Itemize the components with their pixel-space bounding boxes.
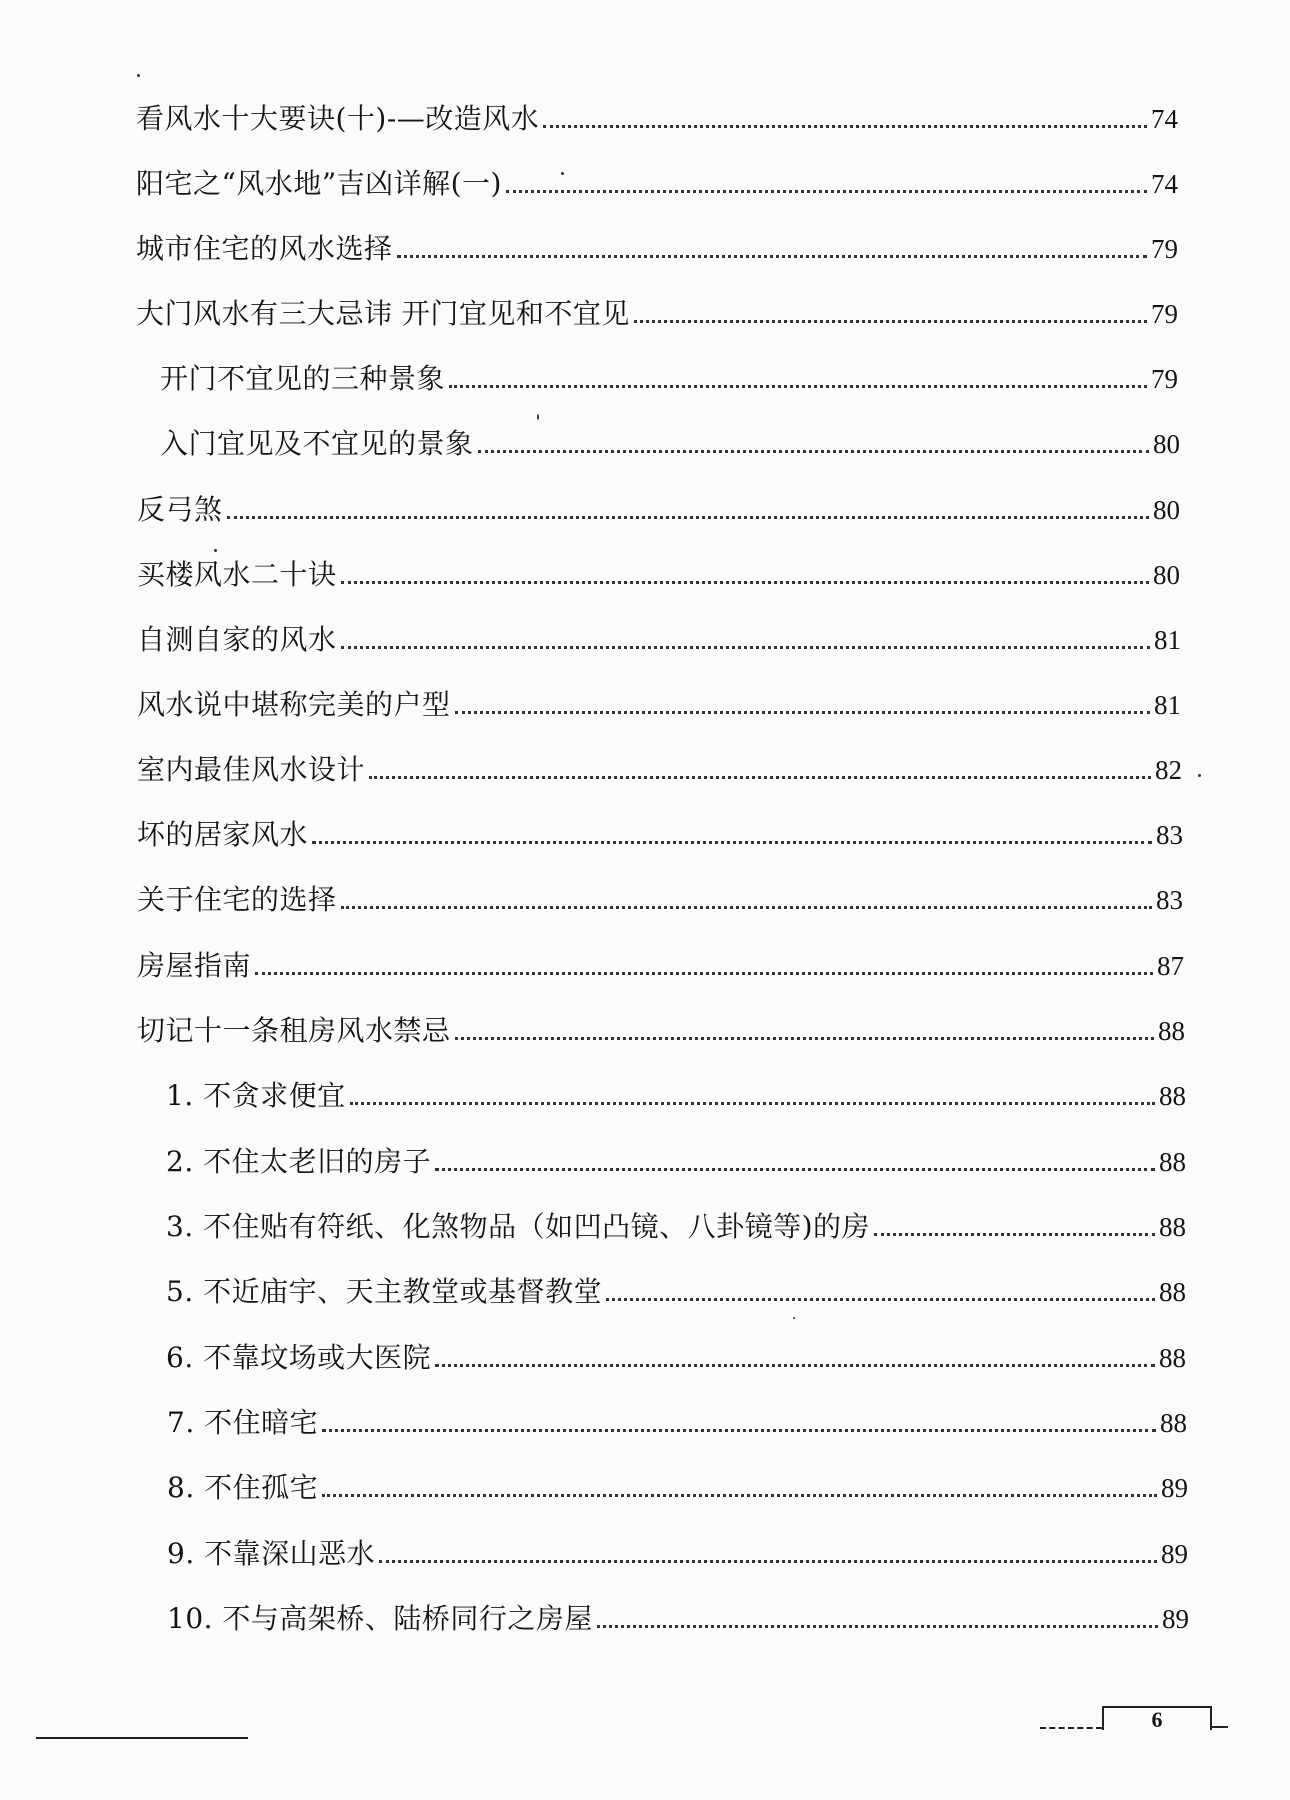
toc-entry-title: 8. 不住孤宅 bbox=[167, 1471, 319, 1504]
toc-entry-page: 89 bbox=[1161, 1539, 1188, 1569]
toc-entry bbox=[166, 1205, 1186, 1249]
toc-leader-dots bbox=[606, 1298, 1155, 1301]
toc-leader-dots bbox=[341, 646, 1150, 649]
toc-leader-dots bbox=[597, 1625, 1158, 1628]
toc-entry bbox=[137, 683, 1181, 727]
toc-entry-title: 风水说中堪称完美的户型 bbox=[137, 688, 451, 721]
toc-entry-title: 5. 不近庙宇、天主教堂或基督教堂 bbox=[166, 1275, 603, 1308]
toc-entry bbox=[166, 1336, 1186, 1380]
toc-entry-page: 89 bbox=[1162, 1604, 1189, 1634]
footer-rule bbox=[36, 1737, 248, 1739]
toc-entry bbox=[137, 618, 1181, 662]
toc-entry-title: 反弓煞 bbox=[137, 493, 223, 526]
page-number-box-foot bbox=[1210, 1726, 1228, 1728]
toc-leader-dots bbox=[322, 1494, 1157, 1497]
toc-entry-page: 88 bbox=[1160, 1408, 1187, 1438]
toc-leader-dots bbox=[543, 125, 1147, 128]
scan-speck bbox=[537, 414, 539, 420]
footer-page-leader bbox=[1040, 1727, 1102, 1729]
toc-entry-title: 大门风水有三大忌讳 开门宜见和不宜见 bbox=[136, 297, 630, 330]
toc-leader-dots bbox=[455, 1037, 1154, 1040]
toc-entry-page: 74 bbox=[1151, 104, 1178, 134]
toc-entry-title: 城市住宅的风水选择 bbox=[136, 232, 393, 265]
toc-entry-title: 6. 不靠坟场或大医院 bbox=[166, 1341, 432, 1374]
toc-entry bbox=[136, 97, 1178, 141]
toc-leader-dots bbox=[435, 1364, 1155, 1367]
toc-leader-dots bbox=[435, 1168, 1155, 1171]
toc-entry-page: 88 bbox=[1159, 1147, 1186, 1177]
toc-entry-title: 室内最佳风水设计 bbox=[137, 753, 366, 786]
toc-entry-title: 7. 不住暗宅 bbox=[167, 1406, 319, 1439]
toc-leader-dots bbox=[634, 320, 1147, 323]
toc-leader-dots bbox=[350, 1102, 1155, 1105]
toc-entry-page: 88 bbox=[1159, 1212, 1186, 1242]
toc-entry bbox=[137, 1009, 1185, 1053]
toc-entry-title: 阳宅之“风水地”吉凶详解(一) bbox=[136, 167, 502, 200]
toc-entry-page: 79 bbox=[1151, 299, 1178, 329]
toc-entry-title: 10. 不与高架桥、陆桥同行之房屋 bbox=[167, 1602, 593, 1635]
toc-entry-title: 9. 不靠深山恶水 bbox=[167, 1537, 376, 1570]
toc-entry-title: 自测自家的风水 bbox=[137, 623, 337, 656]
scan-speck bbox=[1198, 774, 1201, 777]
toc-entry bbox=[160, 422, 1180, 466]
toc-entry bbox=[166, 1074, 1186, 1118]
toc-entry-page: 80 bbox=[1153, 429, 1180, 459]
toc-entry bbox=[167, 1597, 1189, 1641]
toc-entry-page: 83 bbox=[1156, 885, 1183, 915]
toc-entry-page: 89 bbox=[1161, 1473, 1188, 1503]
toc-leader-dots bbox=[322, 1429, 1156, 1432]
scan-speck bbox=[561, 172, 564, 175]
toc-leader-dots bbox=[255, 972, 1153, 975]
toc-leader-dots bbox=[478, 450, 1149, 453]
toc-entry-title: 开门不宜见的三种景象 bbox=[160, 362, 446, 395]
toc-entry-page: 88 bbox=[1159, 1081, 1186, 1111]
toc-entry bbox=[136, 292, 1178, 336]
toc-entry-page: 79 bbox=[1151, 364, 1178, 394]
toc-entry-title: 3. 不住贴有符纸、化煞物品（如凹凸镜、八卦镜等)的房 bbox=[166, 1210, 871, 1243]
toc-entry bbox=[166, 1140, 1186, 1184]
scan-speck bbox=[793, 1317, 795, 1319]
toc-entry-page: 81 bbox=[1154, 690, 1181, 720]
toc-entry bbox=[137, 553, 1180, 597]
toc-entry bbox=[167, 1401, 1187, 1445]
toc-leader-dots bbox=[341, 581, 1149, 584]
toc-leader-dots bbox=[506, 190, 1147, 193]
toc-leader-dots bbox=[312, 841, 1152, 844]
toc-entry-page: 82 bbox=[1155, 755, 1182, 785]
toc-entry-page: 79 bbox=[1151, 234, 1178, 264]
toc-leader-dots bbox=[369, 776, 1151, 779]
page-number: 6 bbox=[1151, 1707, 1163, 1732]
toc-entry bbox=[167, 1466, 1188, 1510]
scan-speck bbox=[137, 74, 140, 77]
toc-entry-page: 74 bbox=[1151, 169, 1178, 199]
toc-entry-title: 1. 不贪求便宜 bbox=[166, 1079, 346, 1112]
toc-entry-title: 关于住宅的选择 bbox=[137, 883, 337, 916]
toc-entry bbox=[137, 488, 1180, 532]
toc-entry-page: 88 bbox=[1159, 1343, 1186, 1373]
toc-entry-page: 88 bbox=[1158, 1016, 1185, 1046]
toc-leader-dots bbox=[874, 1233, 1155, 1236]
toc-entry-title: 买楼风水二十诀 bbox=[137, 558, 337, 591]
toc-entry-title: 入门宜见及不宜见的景象 bbox=[160, 427, 474, 460]
toc-leader-dots bbox=[455, 711, 1150, 714]
toc-entry-title: 房屋指南 bbox=[137, 949, 252, 982]
toc-entry bbox=[136, 162, 1178, 206]
toc-entry-page: 88 bbox=[1159, 1277, 1186, 1307]
toc-entry bbox=[166, 1270, 1186, 1314]
toc-entry-page: 80 bbox=[1153, 495, 1180, 525]
toc-leader-dots bbox=[397, 255, 1147, 258]
toc-entry-title: 切记十一条租房风水禁忌 bbox=[137, 1014, 451, 1047]
toc-entry-page: 80 bbox=[1153, 560, 1180, 590]
toc-entry bbox=[137, 878, 1183, 922]
toc-entry-title: 看风水十大要诀(十)-—改造风水 bbox=[136, 102, 540, 135]
toc-entry-title: 2. 不住太老旧的房子 bbox=[166, 1145, 432, 1178]
toc-entry bbox=[160, 357, 1178, 401]
toc-entry bbox=[137, 813, 1183, 857]
scan-speck bbox=[214, 549, 217, 552]
toc-entry-page: 83 bbox=[1156, 820, 1183, 850]
toc-entry bbox=[136, 227, 1178, 271]
toc-leader-dots bbox=[227, 516, 1149, 519]
toc-leader-dots bbox=[449, 385, 1147, 388]
toc-entry-title: 坏的居家风水 bbox=[137, 818, 309, 851]
toc-entry bbox=[137, 748, 1182, 792]
toc-leader-dots bbox=[379, 1560, 1157, 1563]
toc-entry-page: 87 bbox=[1157, 951, 1184, 981]
toc-leader-dots bbox=[341, 906, 1152, 909]
toc-entry-page: 81 bbox=[1154, 625, 1181, 655]
toc-entry bbox=[167, 1532, 1188, 1576]
toc-entry bbox=[137, 944, 1184, 988]
